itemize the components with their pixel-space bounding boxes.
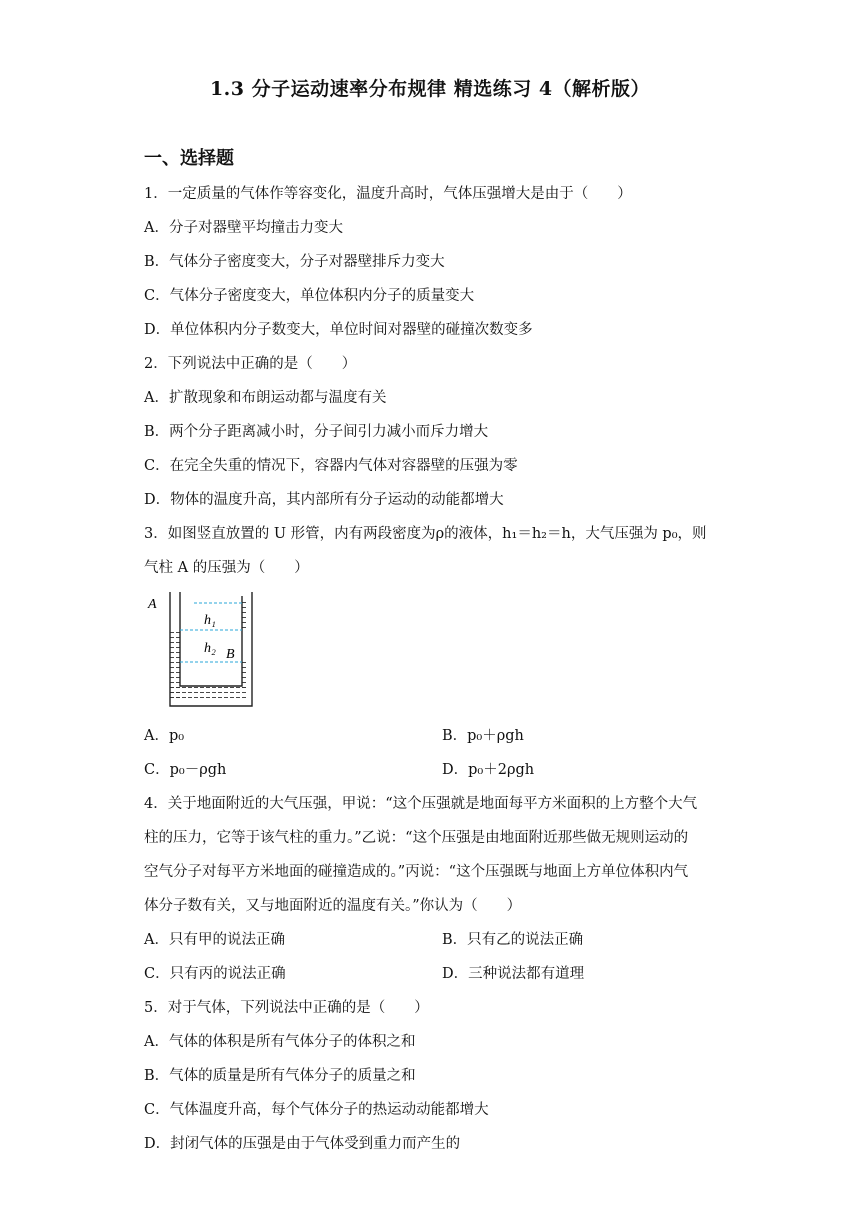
question-5-option-a: A．气体的体积是所有气体分子的体积之和	[144, 1034, 416, 1050]
label-h1: h₁	[204, 613, 216, 628]
question-2-stem: 2．下列说法中正确的是（ ）	[144, 356, 357, 372]
question-4-option-a: A．只有甲的说法正确	[144, 932, 285, 948]
question-3-option-a: A．p₀	[144, 728, 185, 744]
question-3-stem-line-1: 3．如图竖直放置的 U 形管，内有两段密度为ρ的液体，h₁＝h₂＝h，大气压强为 p₀，则	[144, 526, 707, 542]
question-1-option-d: D．单位体积内分子数变大，单位时间对器壁的碰撞次数变多	[144, 322, 533, 338]
question-2-option-a: A．扩散现象和布朗运动都与温度有关	[144, 390, 387, 406]
question-1-option-c: C．气体分子密度变大，单位体积内分子的质量变大	[144, 288, 475, 304]
label-b: B	[226, 647, 235, 662]
question-3-stem-line-2: 气柱 A 的压强为（ ）	[144, 560, 309, 576]
liquid-right-lower	[242, 662, 248, 692]
question-4-stem-line-4: 体分子数有关，又与地面附近的温度有关。”你认为（ ）	[144, 898, 522, 914]
question-2-option-d: D．物体的温度升高，其内部所有分子运动的动能都增大	[144, 492, 504, 508]
question-3-option-b: B．p₀＋ρgh	[442, 728, 524, 744]
question-3-option-c: C．p₀－ρgh	[144, 762, 227, 778]
question-2-option-b: B．两个分子距离减小时，分子间引力减小而斥力增大	[144, 424, 489, 440]
tube-inner-wall	[180, 592, 242, 686]
label-a: A	[148, 597, 157, 612]
question-1-option-a: A．分子对器壁平均撞击力变大	[144, 220, 343, 236]
u-tube-figure	[146, 590, 256, 710]
liquid-bottom	[170, 686, 248, 702]
question-3-option-d: D．p₀＋2ρgh	[442, 762, 535, 778]
question-5-option-b: B．气体的质量是所有气体分子的质量之和	[144, 1068, 416, 1084]
question-4-stem-line-2: 柱的压力，它等于该气柱的重力。”乙说：“这个压强是由地面附近那些做无规则运动的	[144, 830, 689, 846]
question-4-option-c: C．只有丙的说法正确	[144, 966, 286, 982]
question-4-stem-line-1: 4．关于地面附近的大气压强，甲说：“这个压强就是地面每平方米面积的上方整个大气	[144, 796, 698, 812]
question-4-option-d: D．三种说法都有道理	[442, 966, 585, 982]
label-h2: h₂	[204, 641, 216, 656]
question-5-option-c: C．气体温度升高，每个气体分子的热运动动能都增大	[144, 1102, 489, 1118]
question-1-stem: 1．一定质量的气体作等容变化，温度升高时，气体压强增大是由于（ ）	[144, 186, 632, 202]
question-4-stem-line-3: 空气分子对每平方米地面的碰撞造成的。”丙说：“这个压强既与地面上方单位体积内气	[144, 864, 689, 880]
document-title: 1.3 分子运动速率分布规律 精选练习 4（解析版）	[209, 78, 651, 100]
question-1-option-b: B．气体分子密度变大，分子对器壁排斥力变大	[144, 254, 445, 270]
question-5-stem: 5．对于气体，下列说法中正确的是（ ）	[144, 1000, 429, 1016]
question-5-option-d: D．封闭气体的压强是由于气体受到重力而产生的	[144, 1136, 461, 1152]
section-heading: 一、选择题	[144, 148, 234, 169]
question-4-option-b: B．只有乙的说法正确	[442, 932, 584, 948]
question-2-option-c: C．在完全失重的情况下，容器内气体对容器壁的压强为零	[144, 458, 518, 474]
liquid-right-upper	[242, 600, 248, 628]
